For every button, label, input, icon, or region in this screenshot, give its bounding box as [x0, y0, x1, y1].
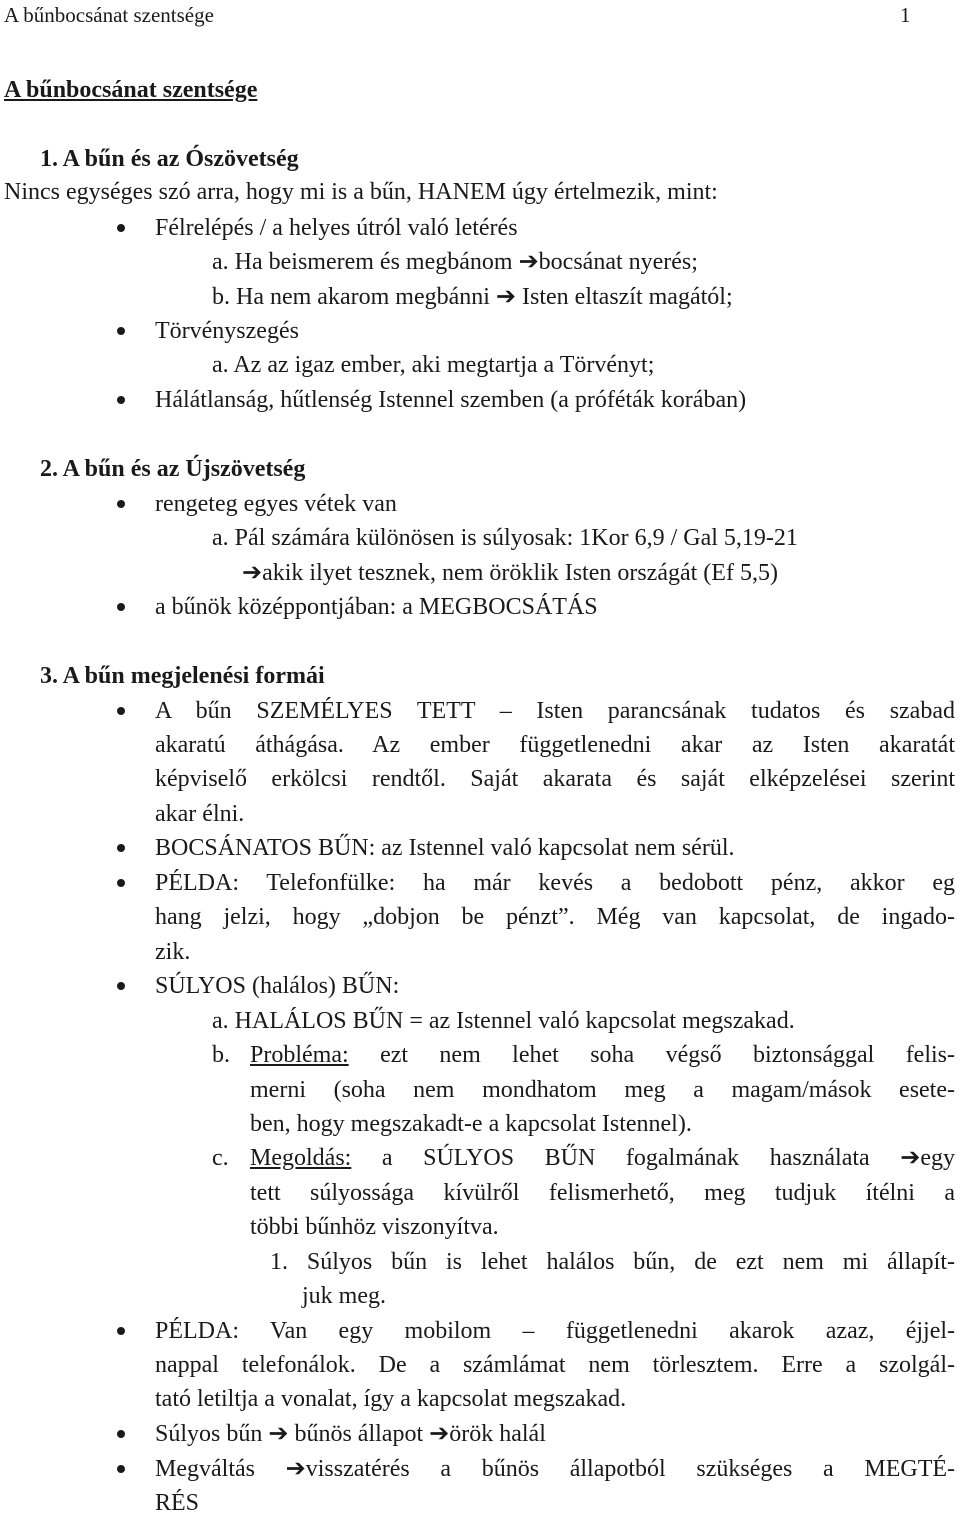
list-item: Súlyos bűn ➔ bűnös állapot ➔örök halál: [155, 1421, 546, 1447]
sub-item-text: ezt nem lehet soha végső biztonsággal felis-: [380, 1042, 956, 1068]
sub-item-line: merni (soha nem mondhatom meg a magam/mások esete-: [250, 1077, 955, 1103]
list-item: Félrelépés / a helyes útról való letérés: [155, 215, 518, 241]
list-item: Hálátlanság, hűtlenség Istennel szemben (a próféták korában): [155, 387, 747, 413]
sub-item-marker: b.: [212, 1042, 230, 1068]
bullet-icon: [117, 327, 125, 335]
paragraph-line: akaratú áthágása. Az ember függetlenedni akar az Isten akaratát: [155, 732, 955, 758]
bullet-icon: [117, 224, 125, 232]
paragraph-line: PÉLDA: Van egy mobilom – függetlenedni akarok azaz, éjjel-: [155, 1318, 955, 1344]
bullet-icon: [117, 603, 125, 611]
bullet-icon: [117, 1430, 125, 1438]
paragraph-line: nappal telefonálok. De a számlámat nem törlesztem. Erre a szolgál-: [155, 1352, 955, 1378]
sub-item-line: [250, 1041, 955, 1069]
section-2-heading: 2. A bűn és az Újszövetség: [40, 456, 306, 482]
list-item: Törvényszegés: [155, 318, 299, 344]
sub-item-line: ben, hogy megszakadt-e a kapcsolat Istennel).: [250, 1111, 692, 1137]
sub-item: a. Az az igaz ember, aki megtartja a Törvényt;: [212, 352, 655, 378]
bullet-icon: [117, 879, 125, 887]
sub-sub-item-line: 1. Súlyos bűn is lehet halálos bűn, de ezt nem mi állapít-: [270, 1249, 955, 1275]
paragraph-line: PÉLDA: Telefonfülke: ha már kevés a bedobott pénz, akkor eg: [155, 870, 955, 896]
sub-item-text: a SÚLYOS BŰN fogalmának használata ➔egy: [381, 1145, 956, 1171]
bullet-icon: [117, 707, 125, 715]
document-title: A bűnbocsánat szentsége: [4, 77, 258, 103]
sub-item-continuation: ➔akik ilyet tesznek, nem öröklik Isten országát (Ef 5,5): [242, 560, 778, 586]
list-item: a bűnök középpontjában: a MEGBOCSÁTÁS: [155, 594, 598, 620]
sub-item-line: [250, 1144, 955, 1172]
section-1-heading: 1. A bűn és az Ószövetség: [40, 146, 299, 172]
paragraph-line: képviselő erkölcsi rendtől. Saját akarata és saját elképzelései szerint: [155, 766, 955, 792]
sub-item-marker: c.: [212, 1145, 229, 1171]
bullet-icon: [117, 1465, 125, 1473]
paragraph-line: tató letiltja a vonalat, így a kapcsolat megszakad.: [155, 1386, 627, 1412]
paragraph-line: hang jelzi, hogy „dobjon be pénzt”. Még van kapcsolat, de ingado-: [155, 904, 955, 930]
sub-item: a. Ha beismerem és megbánom ➔bocsánat nyerés;: [212, 249, 698, 275]
sub-item-line: tett súlyossága kívülről felismerhető, meg tudjuk ítélni a: [250, 1180, 955, 1206]
bullet-icon: [117, 844, 125, 852]
sub-item-line: többi bűnhöz viszonyítva.: [250, 1214, 499, 1240]
section-3-heading: 3. A bűn megjelenési formái: [40, 663, 325, 689]
bullet-icon: [117, 982, 125, 990]
sub-item: b. Ha nem akarom megbánni ➔ Isten eltaszít magától;: [212, 284, 733, 310]
paragraph-line: Megváltás ➔visszatérés a bűnös állapotból szükséges a MEGTÉ-: [155, 1456, 955, 1482]
sub-sub-item-line: juk meg.: [302, 1283, 386, 1309]
list-item: rengeteg egyes vétek van: [155, 491, 397, 517]
page-number: 1: [900, 3, 911, 27]
list-item: SÚLYOS (halálos) BŰN:: [155, 973, 400, 999]
section-1-intro: Nincs egységes szó arra, hogy mi is a bűn, HANEM úgy értelmezik, mint:: [4, 179, 718, 205]
bullet-icon: [117, 1327, 125, 1335]
bullet-icon: [117, 500, 125, 508]
emphasis-label: Megoldás:: [250, 1145, 352, 1171]
emphasis-label: Probléma:: [250, 1042, 349, 1068]
sub-item: a. Pál számára különösen is súlyosak: 1Kor 6,9 / Gal 5,19-21: [212, 525, 798, 551]
sub-item: a. HALÁLOS BŰN = az Istennel való kapcsolat megszakad.: [212, 1008, 795, 1034]
paragraph-line: A bűn SZEMÉLYES TETT – Isten parancsának tudatos és szabad: [155, 698, 955, 724]
bullet-icon: [117, 396, 125, 404]
paragraph-line: zik.: [155, 939, 191, 965]
paragraph-line: akar élni.: [155, 801, 245, 827]
list-item: BOCSÁNATOS BŰN: az Istennel való kapcsolat nem sérül.: [155, 835, 735, 861]
running-header: A bűnbocsánat szentsége: [4, 3, 214, 27]
paragraph-line: RÉS: [155, 1490, 200, 1516]
